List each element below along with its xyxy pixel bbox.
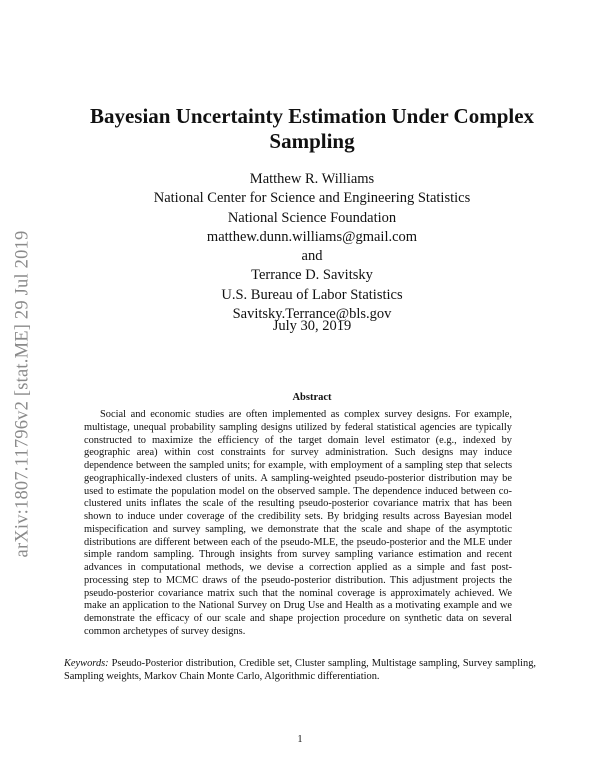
keywords-label: Keywords: xyxy=(64,658,109,669)
author-block xyxy=(60,170,564,324)
author-affiliation: National Center for Science and Engineering Statistics xyxy=(153,190,471,207)
author-affiliation: National Science Foundation xyxy=(227,209,397,226)
author-affiliation: U.S. Bureau of Labor Statistics xyxy=(221,286,403,303)
author-email: matthew.dunn.williams@gmail.com xyxy=(206,228,418,245)
author-email: Savitsky.Terrance@bls.gov xyxy=(232,306,392,323)
keywords-paragraph xyxy=(64,657,536,683)
keywords-list: Pseudo-Posterior distribution, Credible set, Cluster sampling, Multistage sampling, Survey sampling, Sampling weights, Markov Chain Monte Carlo, Algorithmic differentiation. xyxy=(64,658,536,682)
author-name: Matthew R. Williams xyxy=(249,171,375,187)
author-separator: and xyxy=(301,248,323,265)
arxiv-sidebar-stamp xyxy=(8,208,38,580)
arxiv-identifier: arXiv:1807.11796v2 [stat.ME] 29 Jul 2019 xyxy=(12,230,33,558)
paper-date: July 30, 2019 xyxy=(272,318,352,334)
author-name: Terrance D. Savitsky xyxy=(251,267,373,284)
abstract-body: Social and economic studies are often implemented as complex survey designs. For example, multistage, unequal probability sampling designs utilized by federal statistical agencies are typically constructed to maximize the efficiency of the target domain level estimator (e.g., indexed by geographic area) within cost constraints for survey administration. Such designs may induce dependence between the sampled units; for example, with employment of a sampling step that selects geographically-indexed clusters of units. A sampling-weighted pseudo-posterior distribution may be used to estimate the population model on the observed sample. The dependence induced between co-clustered units inflates the scale of the resulting pseudo-posterior covariance matrix that has been shown to induce under coverage of the credibility sets. By bridging results across Bayesian model mispecification and survey sampling, we demonstrate that the scale and shape of the asymptotic distributions are different between each of the pseudo-MLE, the pseudo-posterior and the MLE under simple random sampling. Through insights from survey sampling variance estimation and recent advances in computational methods, we devise a correction applied as a simple and fast post-processing step to MCMC draws of the pseudo-posterior distribution. This adjustment projects the pseudo-posterior covariance matrix such that the nominal coverage is approximately achieved. We make an application to the National Survey on Drug Use and Health as a motivating example and we demonstrate the efficacy of our scale and shape projection procedure on synthetic data on several common archetypes of survey designs. xyxy=(84,409,512,637)
abstract-heading: Abstract xyxy=(292,392,332,403)
paper-title: Bayesian Uncertainty Estimation Under Complex Sampling xyxy=(89,104,535,153)
page-number: 1 xyxy=(297,734,303,745)
